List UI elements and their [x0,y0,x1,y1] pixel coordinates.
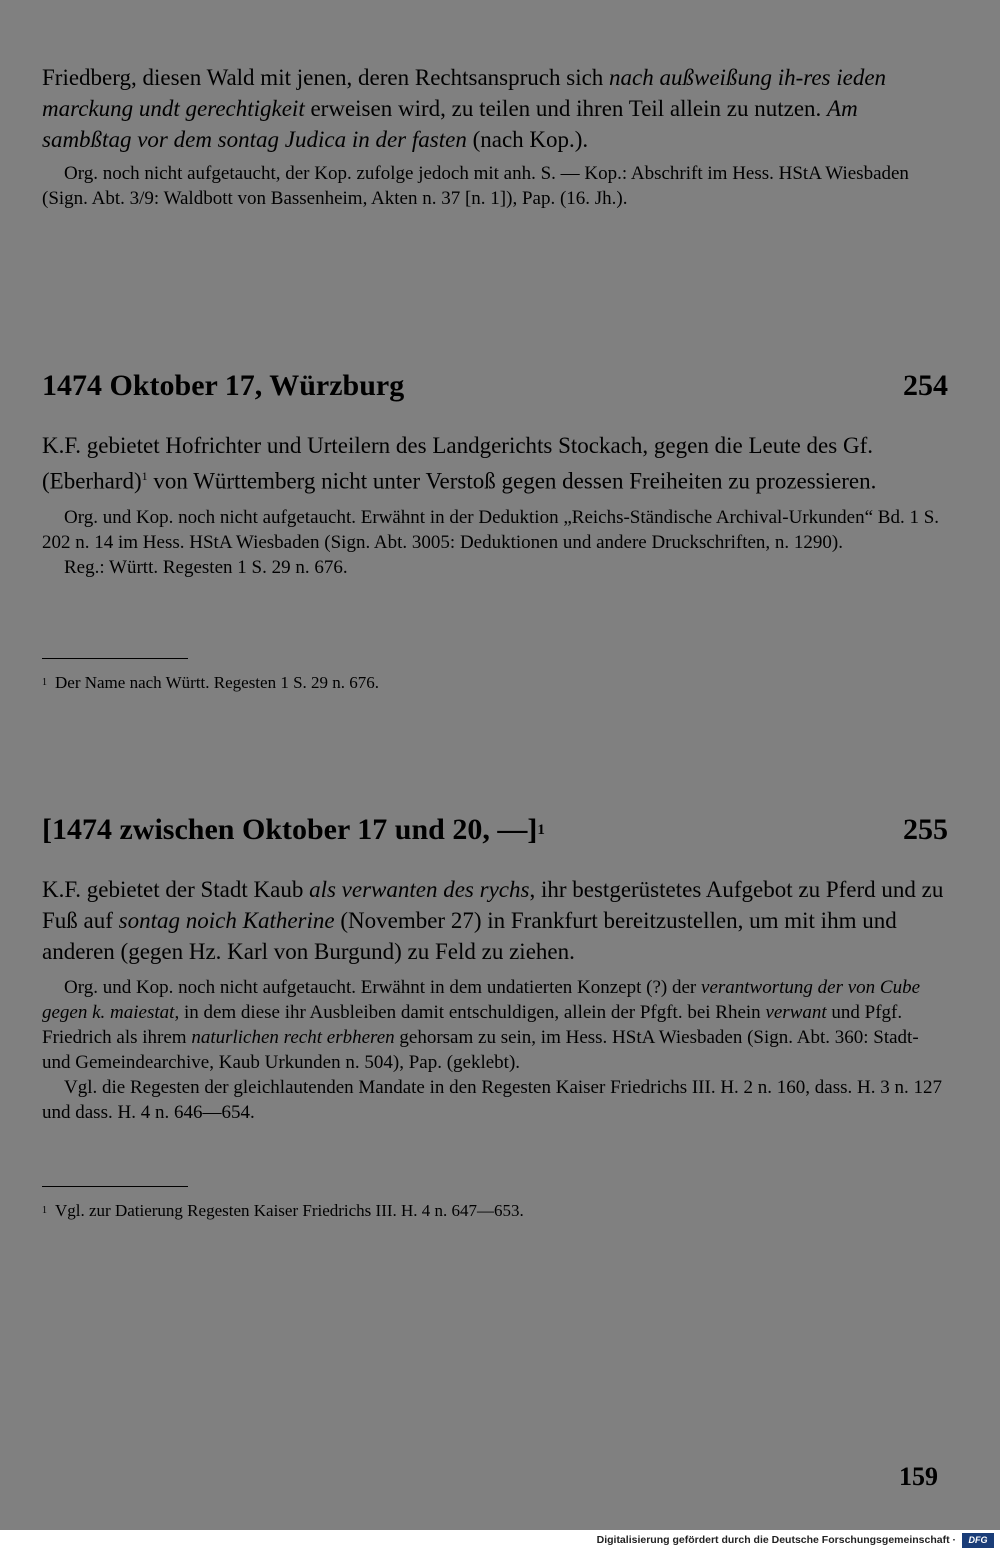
dfg-logo: DFG [962,1533,994,1548]
page-number: 159 [899,1462,938,1491]
entry-255-body [42,874,948,1125]
entry-255-date: [1474 zwischen Oktober 17 und 20, —]$^1$ [42,813,545,846]
entry-254-note-1: Org. und Kop. noch nicht aufgetaucht. Erwähnt in der Deduktion „Reichs-Ständische Archival-Urkunden“ Bd. 1 S. 202 n. 14 im Hess. HStA Wiesbaden (Sign. Abt. 3005: Deduktionen und andere Druckschriften, n. 1290). [42,506,940,553]
previous-entry-text: Friedberg, diesen Wald mit jenen, deren Rechtsanspruch sich nach außweißung ih-res ieden marckung undt gerechtigkeit erweisen wird, zu teilen und ihren Teil allein zu nutzen. Am sambßtag vor dem sontag Judica in der fasten (nach Kop.). [42,65,887,152]
entry-255-heading [42,812,948,848]
entry-255-text: K.F. gebietet der Stadt Kaub als verwanten des rychs, ihr bestgerüstetes Aufgebot zu Pferd und zu Fuß auf sontag noich Katherine (November 27) in Frankfurt bereitzustellen, um mit ihm und anderen (gegen Hz. Karl von Burgund) zu Feld zu ziehen. [42,877,944,964]
entry-254-note-2: Reg.: Württ. Regesten 1 S. 29 n. 676. [64,556,348,578]
entry-254-text: K.F. gebietet Hofrichter und Urteilern des Landgerichts Stockach, gegen die Leute des Gf. (Eberhard)$^1$ von Württemberg nicht unter Verstoß gegen dessen Freiheiten zu prozessieren. [42,433,877,494]
entry-254-date: 1474 Oktober 17, Würzburg [42,369,405,402]
funding-credit: Digitalisierung gefördert durch die Deutsche Forschungsgemeinschaft · [596,1534,956,1546]
previous-entry-note: Org. noch nicht aufgetaucht, der Kop. zufolge jedoch mit anh. S. — Kop.: Abschrift im Hess. HStA Wiesbaden (Sign. Abt. 3/9: Waldbott von Bassenheim, Akten n. 37 [n. 1]), Pap. (16. Jh.). [42,163,909,209]
entry-254-number: 254 [903,369,948,402]
footnote-rule [42,1186,188,1187]
entry-255-note-1: Org. und Kop. noch nicht aufgetaucht. Erwähnt in dem undatierten Konzept (?) der verantwortung der von Cube gegen k. maiestat, in dem diese ihr Ausbleiben damit entschuldigen, allein der Pfgft. bei Rhein verwant und Pfgf. Friedrich als ihrem naturlichen recht erbheren gehorsam zu sein, im Hess. HStA Wiesbaden (Sign. Abt. 360: Stadt- und Gemeindearchive, Kaub Urkunden n. 504), Pap. (geklebt). [42,977,921,1073]
previous-entry-continuation [42,62,948,211]
entry-255-footnote: $^1$ Vgl. zur Datierung Regesten Kaiser Friedrichs III. H. 4 n. 647—653. [42,1201,524,1220]
entry-254-heading [42,368,948,404]
entry-254-body [42,430,948,580]
entry-254-footnote: $^1$ Der Name nach Württ. Regesten 1 S. 29 n. 676. [42,673,380,692]
entry-255-number: 255 [903,813,948,846]
entry-255-note-2: Vgl. die Regesten der gleichlautenden Mandate in den Regesten Kaiser Friedrichs III. H. 2 n. 160, dass. H. 3 n. 127 und dass. H. 4 n. 646—654. [42,1077,942,1123]
footnote-rule [42,658,188,659]
footer-bar [0,1530,1000,1552]
